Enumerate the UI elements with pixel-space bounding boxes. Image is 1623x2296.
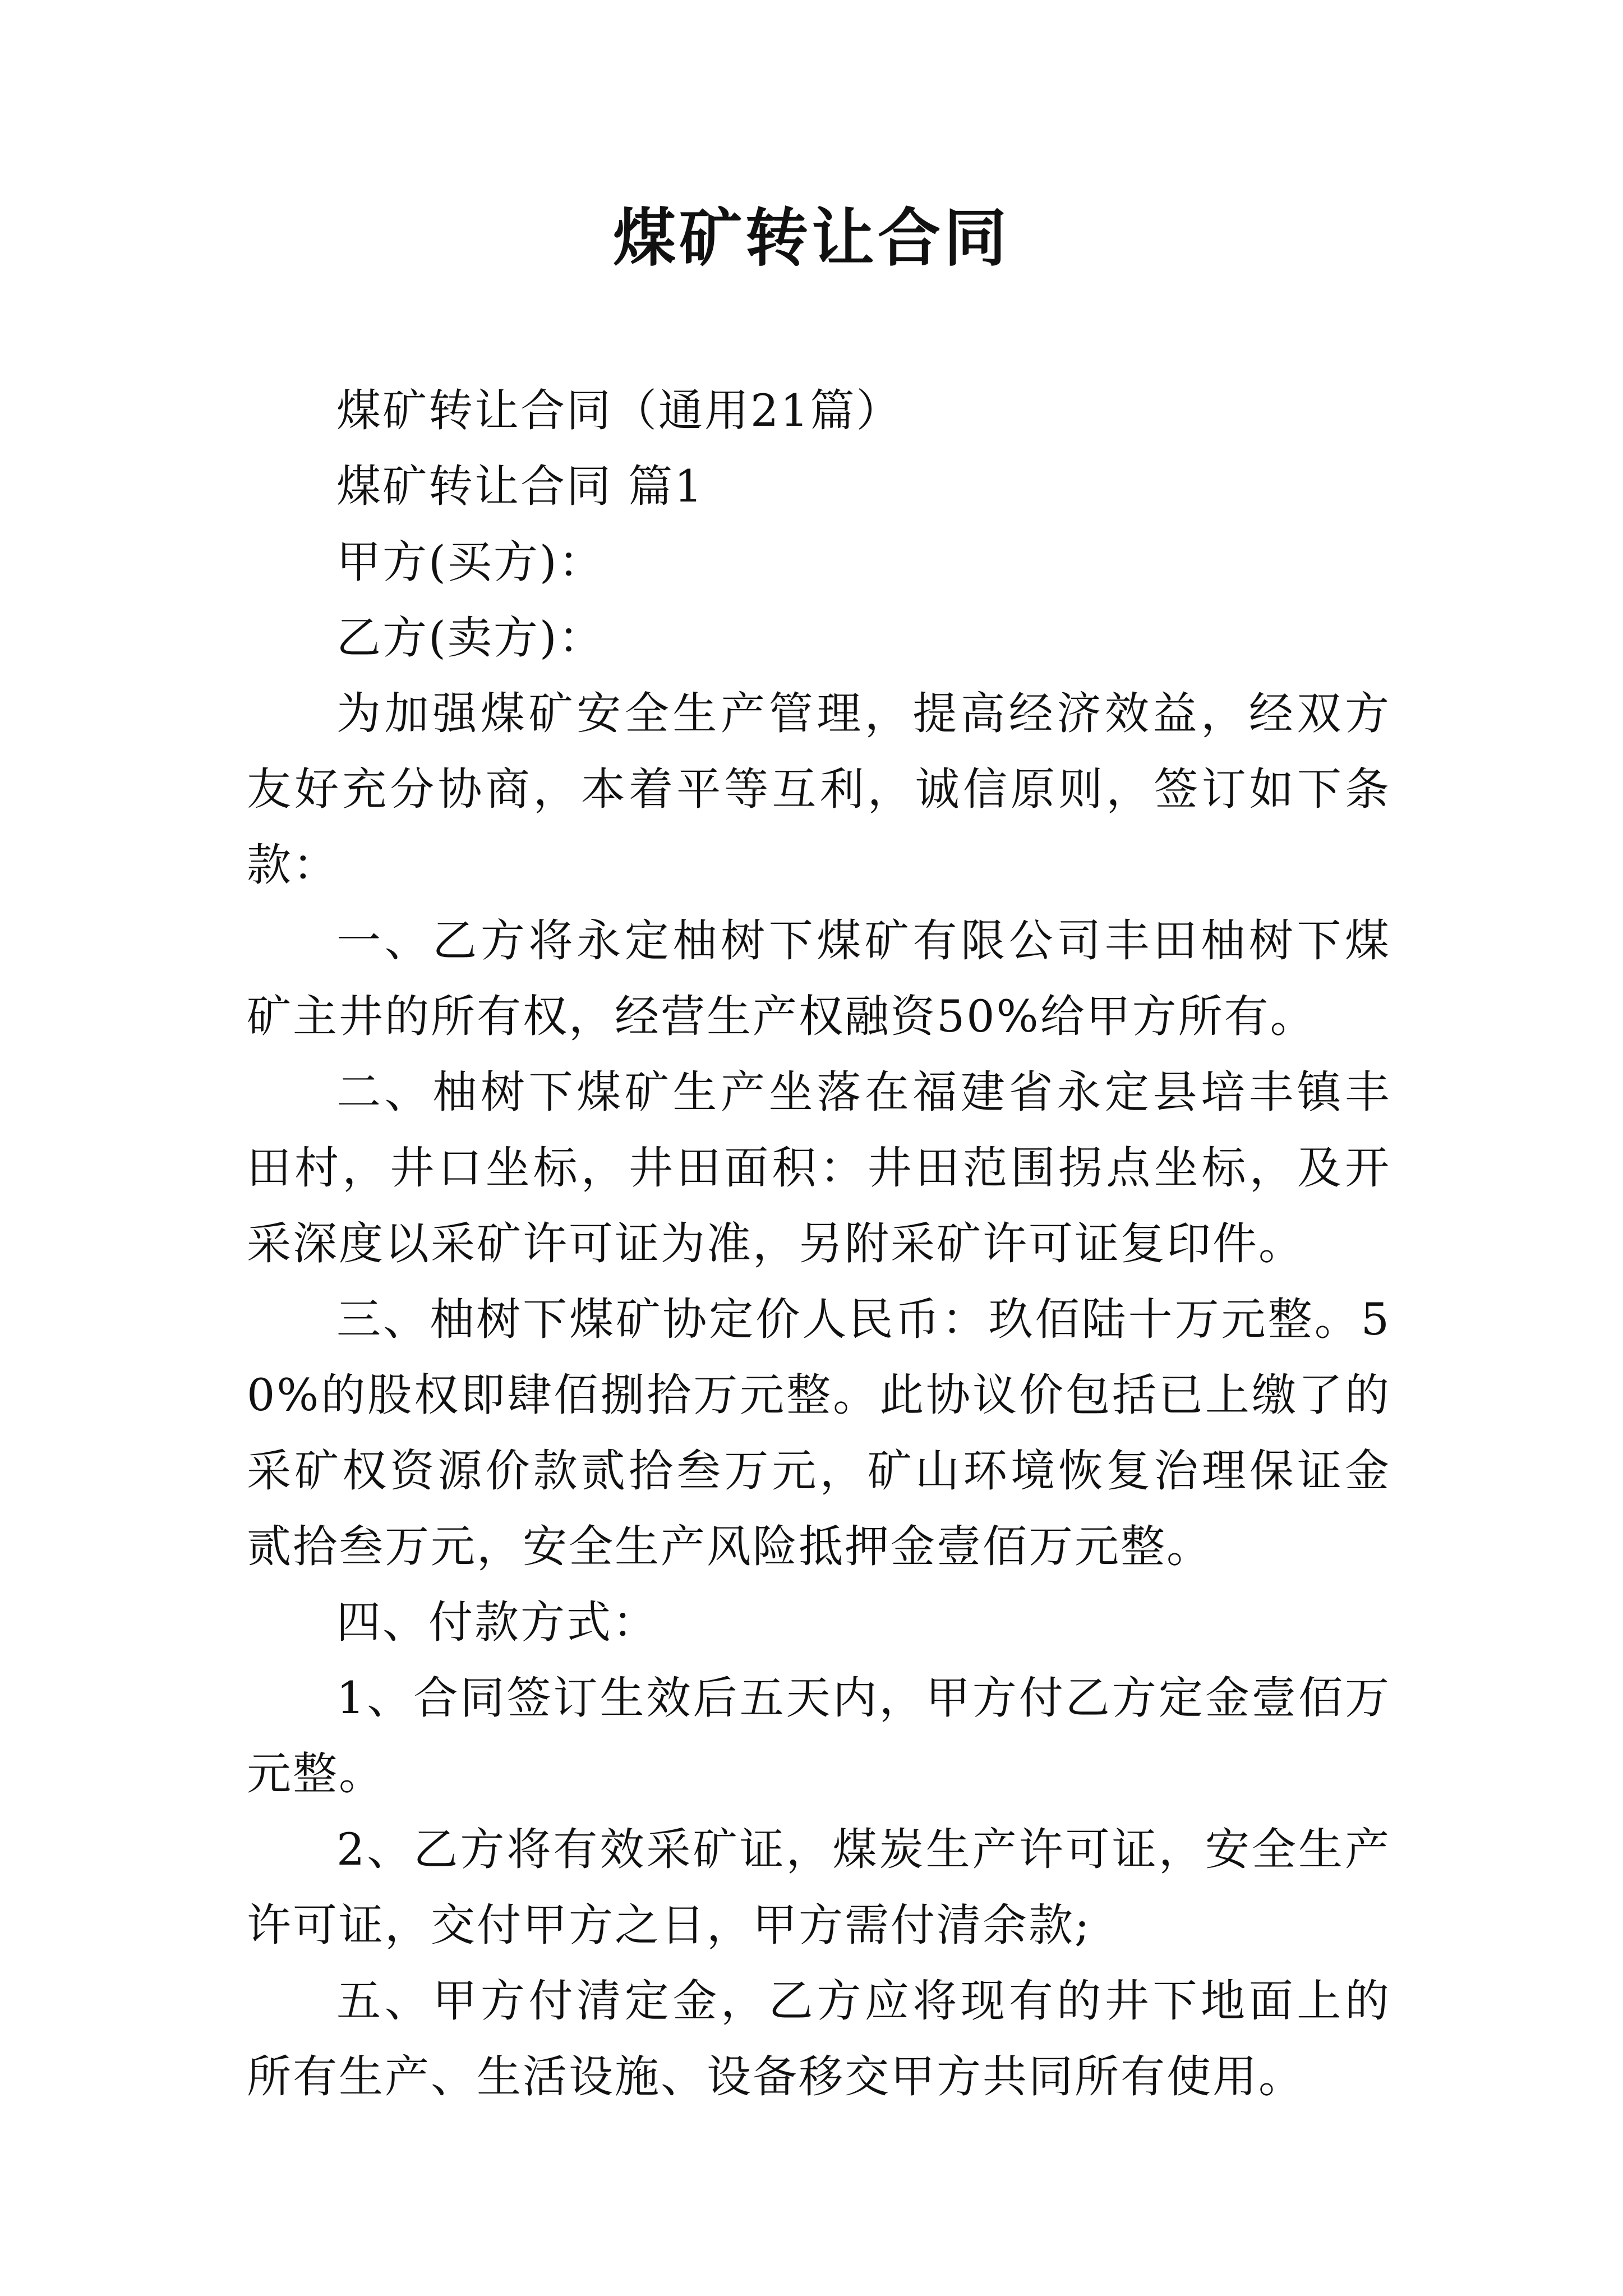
party-a-line: 甲方(买方)：: [336, 536, 605, 588]
party-b-line: 乙方(卖方)：: [336, 612, 605, 664]
document-title: 煤矿转让合同: [613, 201, 1010, 275]
clause-1-paragraph: 一、乙方将永定柚树下煤矿有限公司丰田柚树下煤矿主井的所有权，经营生产权融资50%给甲方所有。: [247, 915, 1391, 1042]
payment-item-2: 2、乙方将有效采矿证，煤炭生产许可证，安全生产许可证，交付甲方之日，甲方需付清余款;: [247, 1824, 1391, 1951]
payment-item-1: 1、合同签订生效后五天内，甲方付乙方定金壹佰万元整。: [247, 1672, 1391, 1800]
clause-5-paragraph: 五、甲方付清定金，乙方应将现有的井下地面上的所有生产、生活设施、设备移交甲方共同所有使用。: [247, 1975, 1391, 2102]
clause-2-paragraph: 二、柚树下煤矿生产坐落在福建省永定县培丰镇丰田村，井口坐标，井田面积：井田范围拐点坐标，及开采深度以采矿许可证为准，另附采矿许可证复印件。: [247, 1066, 1391, 1269]
clause-3-paragraph: 三、柚树下煤矿协定价人民币：玖佰陆十万元整。50%的股权即肆佰捌拾万元整。此协议价包括已上缴了的采矿权资源价款贰拾叁万元，矿山环境恢复治理保证金 贰拾叁万元，安全生产风险抵押金壹佰万元整。: [247, 1294, 1391, 1572]
preamble-paragraph: 为加强煤矿安全生产管理，提高经济效益，经双方友好充分协商，本着平等互利，诚信原则，签订如下条款：: [247, 688, 1391, 891]
document-body: [247, 373, 1391, 2115]
clause-4-heading: 四、付款方式：: [336, 1596, 658, 1648]
section-heading: 煤矿转让合同 篇1: [336, 461, 704, 512]
subtitle-paragraph: 煤矿转让合同（通用21篇）: [336, 385, 902, 436]
